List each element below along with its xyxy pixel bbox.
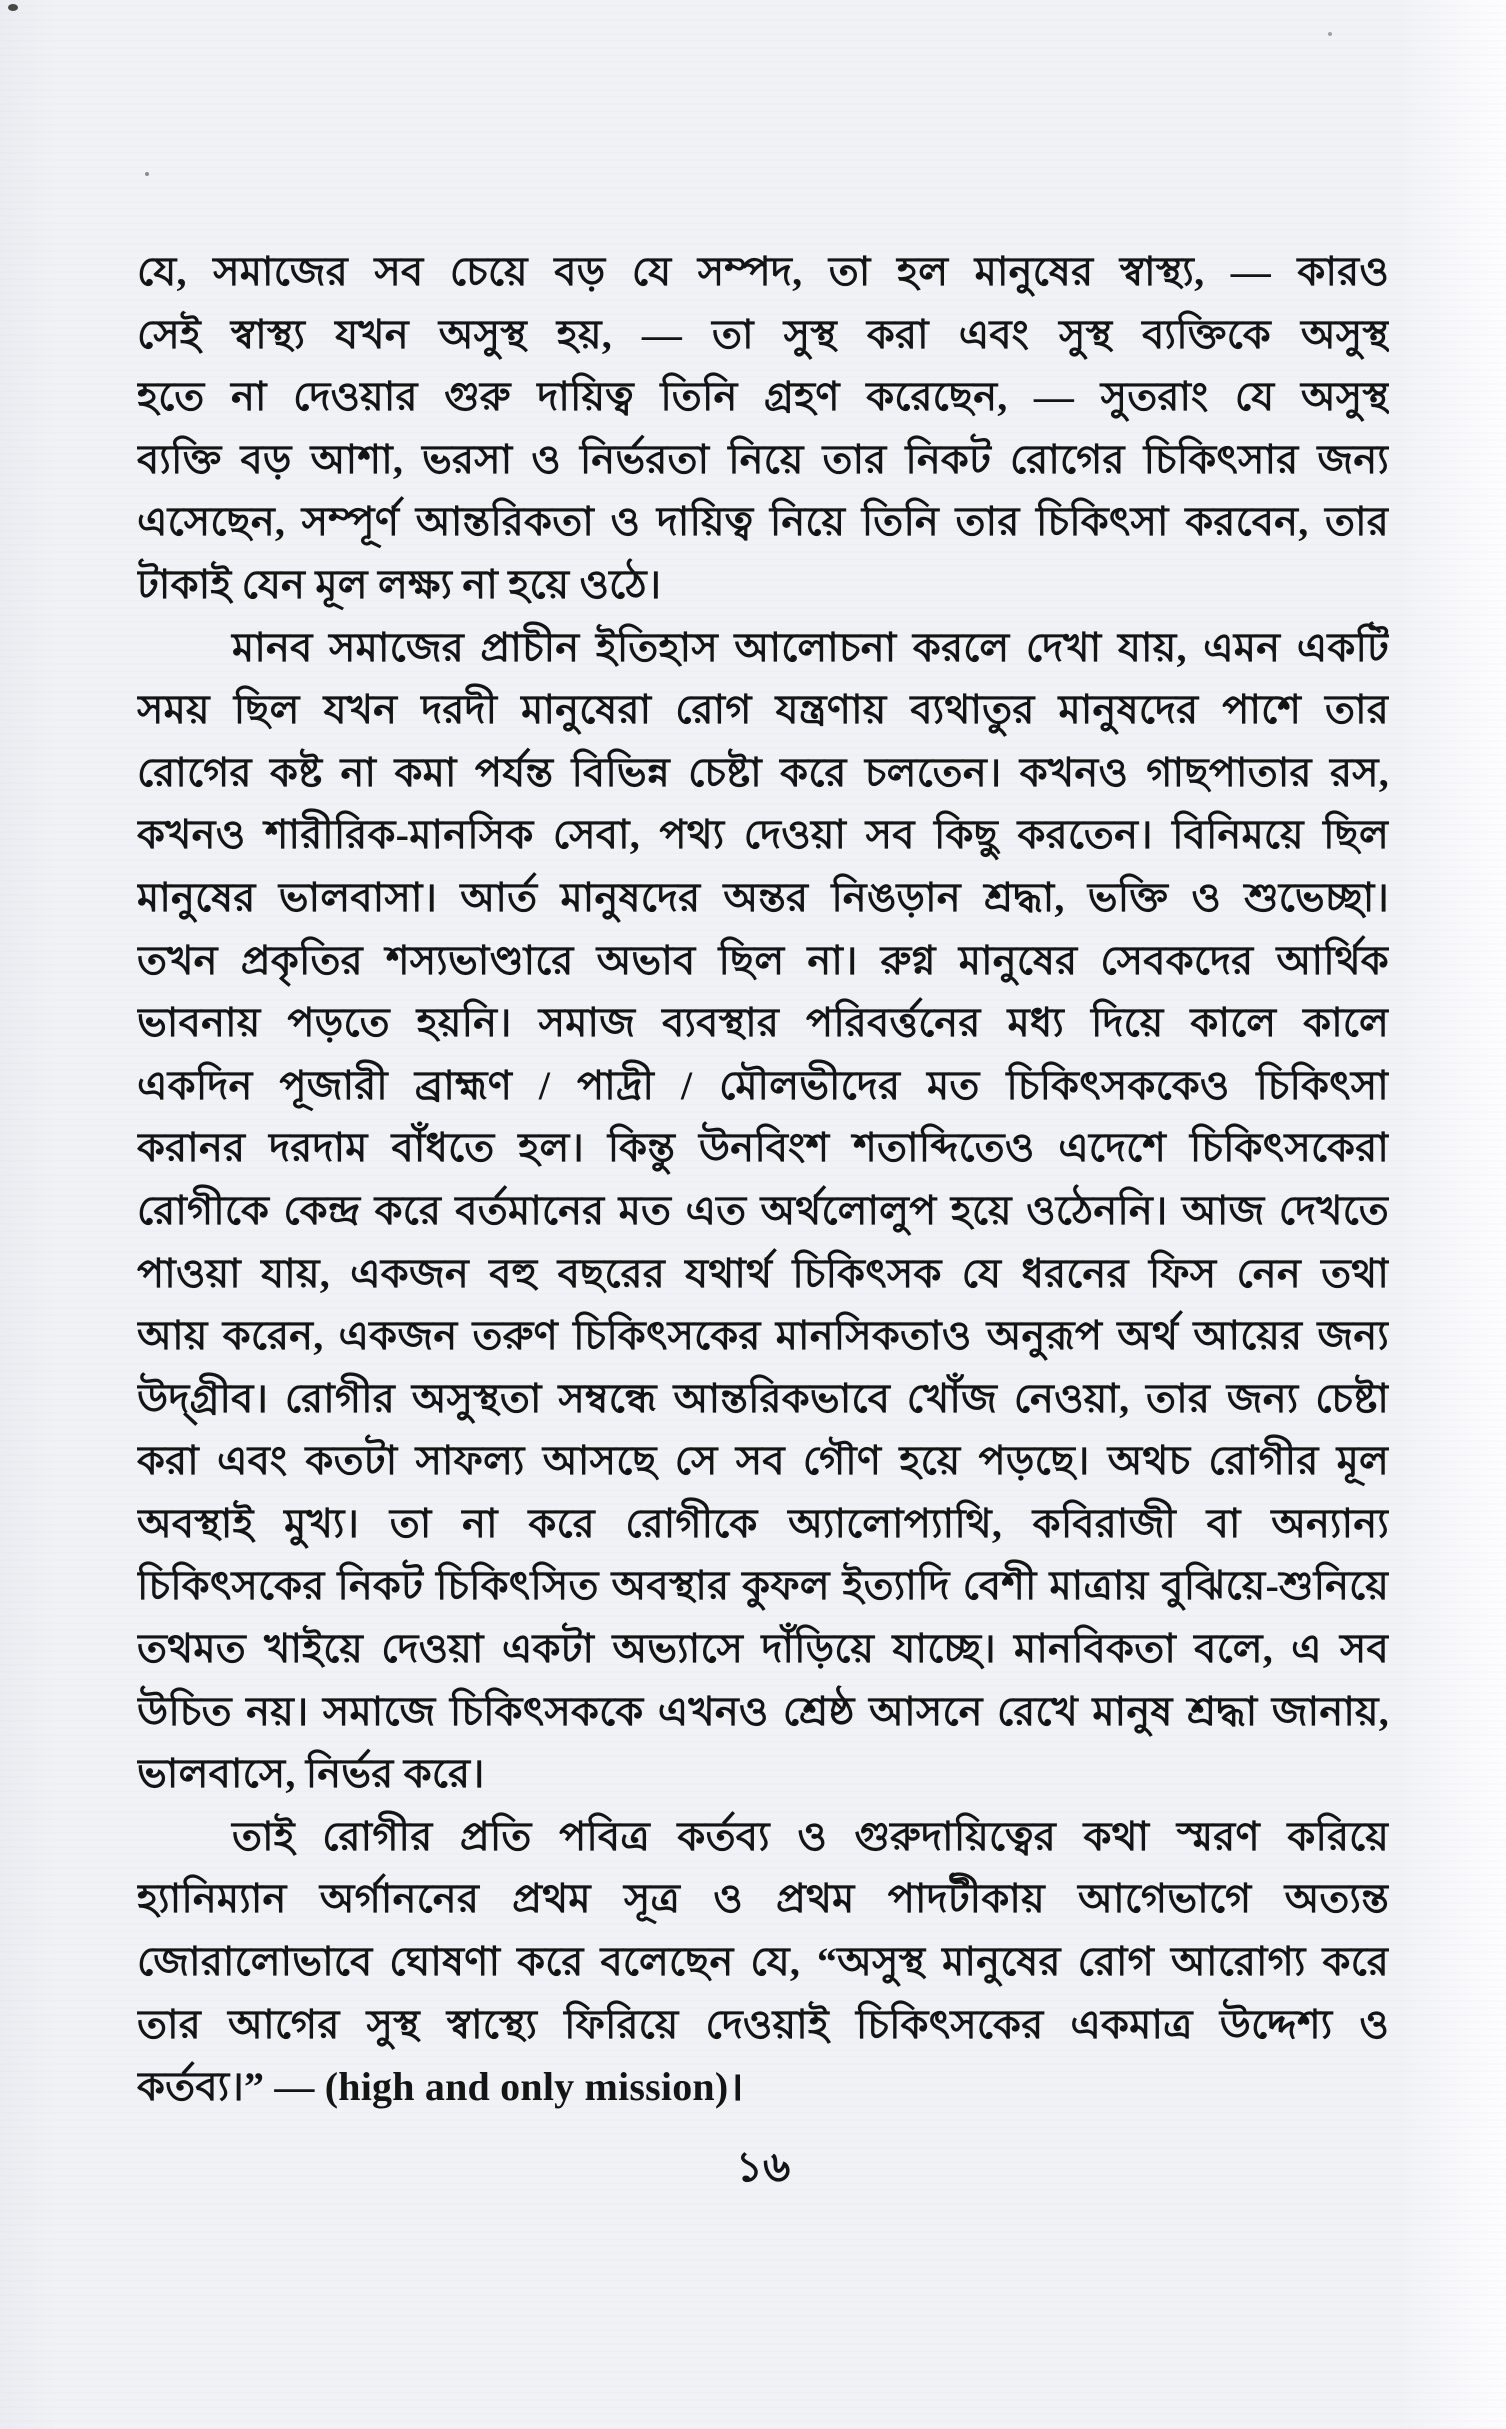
text-line: তাই রোগীর প্রতি পবিত্র কর্তব্য ও গুরুদায়িত্বের কথা স্মরণ করিয়ে [232,1813,1389,1859]
text-line: করানর দরদাম বাঁধতে হল। কিন্তু উনবিংশ শতাব্দিতেও এদেশে চিকিৎসকেরা [137,1125,1389,1171]
text-line: জোরালোভাবে ঘোষণা করে বলেছেন যে, “অসুস্থ মানুষের রোগ আরোগ্য করে [137,1939,1389,1985]
text-line: সেই স্বাস্থ্য যখন অসুস্থ হয়, — তা সুস্থ করা এবং সুস্থ ব্যক্তিকে অসুস্থ [137,311,1389,357]
text-line: সময় ছিল যখন দরদী মানুষেরা রোগ যন্ত্রণায় ব্যথাতুর মানুষদের পাশে তার [137,687,1389,733]
text-line: হতে না দেওয়ার গুরু দায়িত্ব তিনি গ্রহণ করেছেন, — সুতরাং যে অসুস্থ [137,374,1389,420]
text-line: ভাবনায় পড়তে হয়নি। সমাজ ব্যবস্থার পরিবর্ত্তনের মধ্য দিয়ে কালে কালে [137,1000,1389,1046]
text-line: রোগের কষ্ট না কমা পর্যন্ত বিভিন্ন চেষ্টা করে চলতেন। কখনও গাছপাতার রস, [137,749,1389,795]
page-text [137,241,1389,2119]
scan-speck [8,4,18,11]
text-line: মানুষের ভালবাসা। আর্ত মানুষদের অন্তর নিঙড়ান শ্রদ্ধা, ভক্তি ও শুভেচ্ছা। [137,874,1389,920]
text-line: কর্তব্য।” — (high and only mission)। [137,2064,744,2110]
text-line: তখন প্রকৃতির শস্যভাণ্ডারে অভাব ছিল না। রুগ্ন মানুষের সেবকদের আর্থিক [137,937,1389,983]
text-line: উদ্‌গ্রীব। রোগীর অসুস্থতা সম্বন্ধে আন্তরিকভাবে খোঁজ নেওয়া, তার জন্য চেষ্টা [137,1375,1389,1421]
text-line: একদিন পূজারী ব্রাহ্মণ / পাদ্রী / মৌলভীদের মত চিকিৎসককেও চিকিৎসা [137,1062,1389,1108]
paragraph-3 [137,1806,1389,2119]
text-line: যে, সমাজের সব চেয়ে বড় যে সম্পদ, তা হল মানুষের স্বাস্থ্য, — কারও [137,249,1389,294]
text-line: ব্যক্তি বড় আশা, ভরসা ও নির্ভরতা নিয়ে তার নিকট রোগের চিকিৎসার জন্য [137,436,1389,482]
page-number: ১৬ [735,2145,791,2191]
text-line: আয় করেন, একজন তরুণ চিকিৎসকের মানসিকতাও অনুরূপ অর্থ আয়ের জন্য [137,1313,1389,1359]
text-line: তার আগের সুস্থ স্বাস্থ্যে ফিরিয়ে দেওয়াই চিকিৎসকের একমাত্র উদ্দেশ্য ও [137,2001,1389,2047]
paragraph-1 [137,241,1389,617]
text-line: টাকাই যেন মূল লক্ষ্য না হয়ে ওঠে। [137,561,662,607]
text-line: তথমত খাইয়ে দেওয়া একটা অভ্যাসে দাঁড়িয়ে যাচ্ছে। মানবিকতা বলে, এ সব [137,1626,1389,1672]
text-line: এসেছেন, সম্পূর্ণ আন্তরিকতা ও দায়িত্ব নিয়ে তিনি তার চিকিৎসা করবেন, তার [137,499,1389,545]
text-line: চিকিৎসকের নিকট চিকিৎসিত অবস্থার কুফল ইত্যাদি বেশী মাত্রায় বুঝিয়ে-শুনিয়ে [137,1563,1389,1609]
text-line: অবস্থাই মুখ্য। তা না করে রোগীকে অ্যালোপ্যাথি, কবিরাজী বা অন্যান্য [137,1500,1389,1546]
text-line: হ্যানিম্যান অর্গাননের প্রথম সূত্র ও প্রথম পাদটীকায় আগেভাগে অত্যন্ত [137,1876,1389,1922]
scan-speck [145,172,149,176]
text-line: উচিত নয়। সমাজে চিকিৎসককে এখনও শ্রেষ্ঠ আসনে রেখে মানুষ শ্রদ্ধা জানায়, [137,1688,1389,1734]
text-line: করা এবং কতটা সাফল্য আসছে সে সব গৌণ হয়ে পড়ছে। অথচ রোগীর মূল [137,1438,1389,1484]
text-line: কখনও শারীরিক-মানসিক সেবা, পথ্য দেওয়া সব কিছু করতেন। বিনিময়ে ছিল [137,812,1389,858]
text-line: ভালবাসে, নির্ভর করে। [137,1751,485,1797]
text-line: রোগীকে কেন্দ্র করে বর্তমানের মত এত অর্থলোলুপ হয়ে ওঠেননি। আজ দেখতে [137,1187,1389,1233]
text-line: পাওয়া যায়, একজন বহু বছরের যথার্থ চিকিৎসক যে ধরনের ফিস নেন তথা [137,1250,1389,1296]
paragraph-2 [137,617,1389,1806]
scan-speck [1328,32,1332,36]
text-line: মানব সমাজের প্রাচীন ইতিহাস আলোচনা করলে দেখা যায়, এমন একটি [232,624,1389,670]
